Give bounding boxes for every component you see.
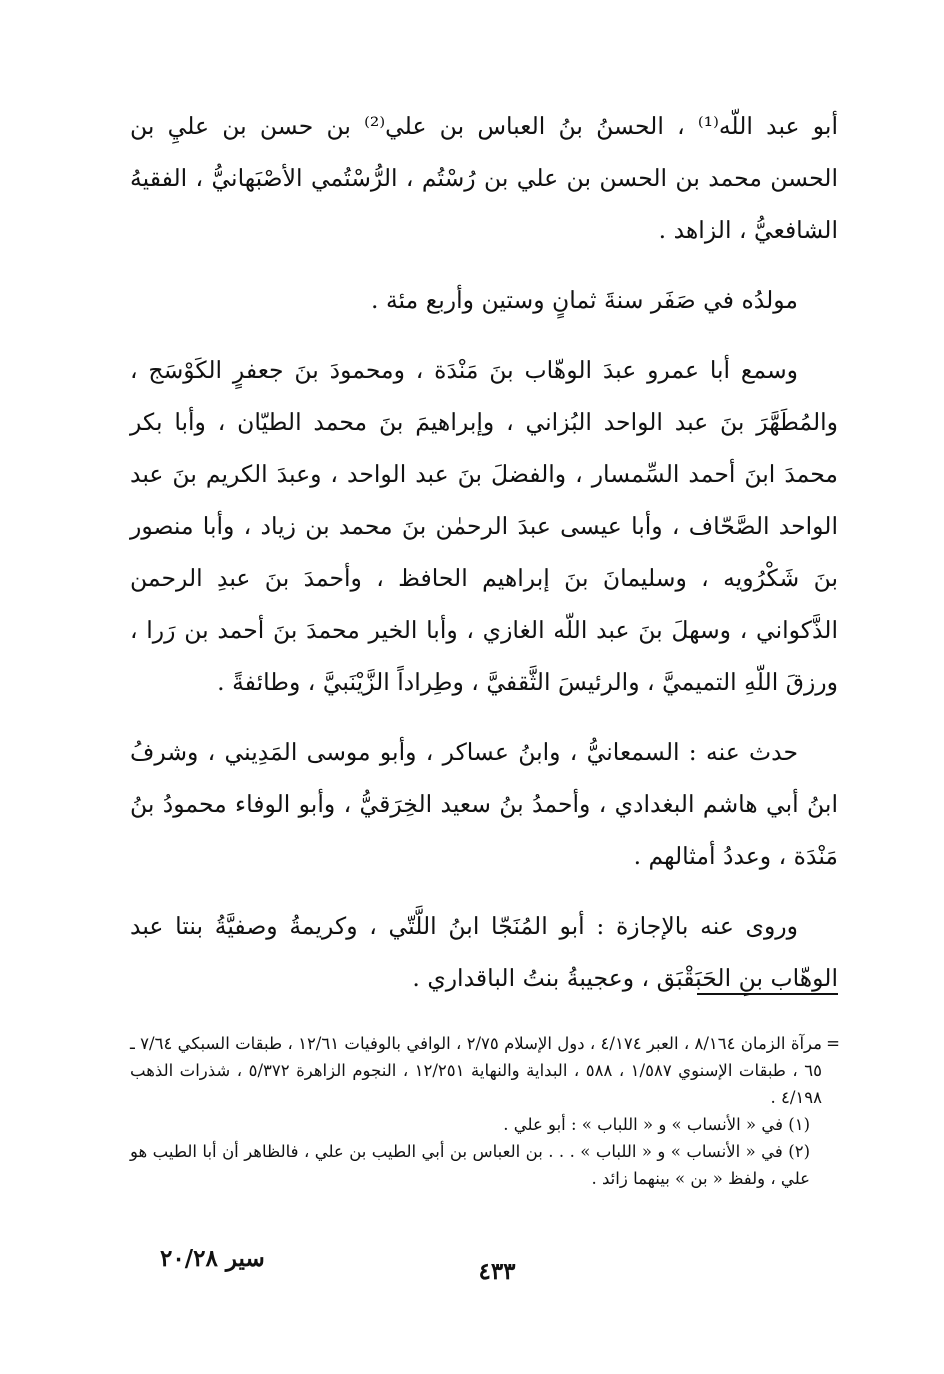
- footnote-1: (١) في « الأنساب » و « اللباب » : أبو علي .: [503, 1115, 810, 1134]
- paragraph-name-lineage: أبو عبد اللّه⁽¹⁾ ، الحسنُ بنُ العباس بن علي⁽²⁾ بن حسن بن عليِ بن الحسن محمد بن الحسن بن علي بن رُسْتُم ، الرُّسْتُمي الأصْبَهانيُّ ، الفقيهُ الشافعيُّ ، الزاهد .: [130, 112, 838, 244]
- page-number: ٤٣٣: [478, 1258, 516, 1285]
- footnote-2: (٢) في « الأنساب » و « اللباب » . . . بن العباس بن أبي الطيب بن علي ، فالظاهر أن أبا الطيب هو علي ، ولفظ « بن » بينهما زائد .: [130, 1142, 810, 1188]
- paragraph-teachers: وسمع أبا عمرو عبدَ الوهّاب بنَ مَنْدَة ، ومحمودَ بنَ جعفرٍ الكَوْسَج ، والمُطَهَّرَ بنَ عبد الواحد البُزاني ، وإبراهيمَ بنَ محمد الطيّان ، وأبا بكر محمدَ ابنَ أحمد السِّمسار ، والفضلَ بنَ عبد الواحد ، وعبدَ الكريم بنَ عبد الواحد الصَّحّاف ، وأبا عيسى عبدَ الرحمٰن بنَ محمد بن زياد ، وأبا منصور بنَ شَكْرُويه ، وسليمانَ بنَ إبراهيم الحافظ ، وأحمدَ بنَ عبدِ الرحمن الذَّكواني ، وسهلَ بنَ عبد اللّه الغازي ، وأبا الخير محمدَ بنَ أحمد بن رَرا ، ورزقَ اللّهِ التميميَّ ، والرئيسَ الثَّقفيَّ ، وطِراداً الزَّيْنَبيَّ ، وطائفةً .: [130, 356, 838, 696]
- signature-mark: سير ٢٠/٢٨: [160, 1245, 265, 1272]
- footnotes: [130, 1030, 840, 1192]
- continuation-marker: =: [826, 1034, 840, 1053]
- sources-note: [130, 1030, 840, 1111]
- paragraph-students: حدث عنه : السمعانيُّ ، وابنُ عساكر ، وأبو موسى المَدِيني ، وشرفُ ابنُ أبي هاشم البغدادي ، وأحمدُ بنُ سعيد الخِرَقيُّ ، وأبو الوفاء محمودُ بنُ مَنْدَة ، وعددُ أمثالهم .: [130, 738, 838, 870]
- sources-text: مرآة الزمان ٨/١٦٤ ، العبر ٤/١٧٤ ، دول الإسلام ٢/٧٥ ، الوافي بالوفيات ١٢/٦١ ، طبقات السبكي ٧/٦٤ ـ ٦٥ ، طبقات الإسنوي ١/٥٨٧ ، ٥٨٨ ، البداية والنهاية ١٢/٢٥١ ، النجوم الزاهرة ٥/٣٧٢ ، شذرات الذهب ٤/١٩٨ .: [130, 1034, 822, 1107]
- paragraph-ijaza: وروى عنه بالإجازة : أبو المُنَجّا ابنُ اللَّتّي ، وكريمةُ وصفيَّةُ بنتا عبد الوهّاب بنِ الحَبَقْبَق ، وعجيبةُ بنتُ الباقداري .: [130, 912, 838, 992]
- footnote-divider: [697, 993, 838, 995]
- paragraph-birth: مولدُه في صَفَر سنةَ ثمانٍ وستين وأربع مئة .: [371, 286, 798, 314]
- main-text: [130, 100, 838, 1004]
